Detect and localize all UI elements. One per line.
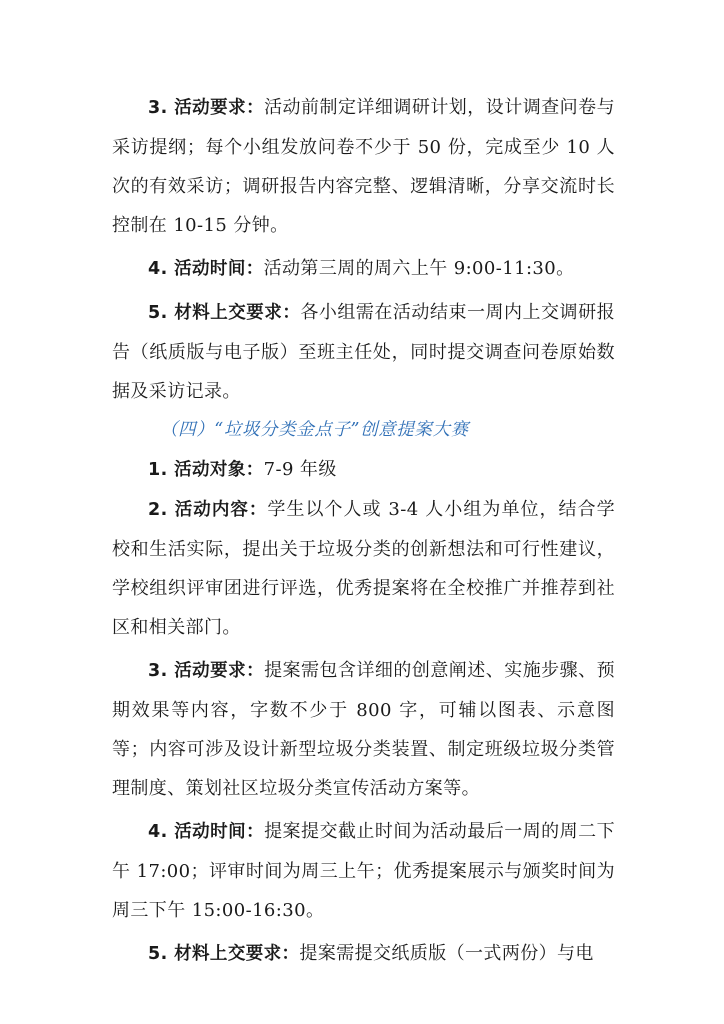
item-text: 提案需提交纸质版（一式两份）与电: [299, 943, 594, 964]
item-text: 提案提交截止时间为活动最后一周的周二下午 17:00；评审时间为周三上午；优秀提案展示与颁奖时间为周三下午 15:00-16:30。: [112, 821, 615, 921]
paragraph-materials-3: [112, 293, 615, 411]
item-label: 5. 材料上交要求：: [148, 944, 300, 964]
item-label: 5. 材料上交要求：: [148, 303, 301, 323]
item-label: 2. 活动内容：: [148, 500, 268, 520]
paragraph-time-4: [112, 812, 615, 930]
document-page: [112, 88, 615, 974]
item-label: 3. 活动要求：: [148, 98, 265, 118]
item-text: 活动第三周的周六上午 9:00-11:30。: [263, 258, 575, 279]
paragraph-materials-4: [112, 934, 615, 974]
paragraph-requirements-4: [112, 651, 615, 808]
item-text: 7-9 年级: [263, 459, 337, 480]
item-label: 4. 活动时间：: [148, 822, 265, 842]
item-label: 4. 活动时间：: [148, 259, 264, 279]
section-heading-4: （四）“垃圾分类金点子”创意提案大赛: [160, 420, 469, 440]
item-label: 3. 活动要求：: [148, 661, 265, 681]
paragraph-target-4: [112, 450, 615, 490]
paragraph-time-3: [112, 249, 615, 289]
item-text: 活动前制定详细调研计划，设计调查问卷与采访提纲；每个小组发放问卷不少于 50 份，完成至少 10 人次的有效采访；调研报告内容完整、逻辑清晰，分享交流时长控制在 10-15 分钟。: [112, 97, 615, 236]
item-text: 各小组需在活动结束一周内上交调研报告（纸质版与电子版）至班主任处，同时提交调查问卷原始数据及采访记录。: [112, 302, 615, 402]
item-text: 提案需包含详细的创意阐述、实施步骤、预期效果等内容，字数不少于 800 字，可辅以图表、示意图等；内容可涉及设计新型垃圾分类装置、制定班级垃圾分类管理制度、策划社区垃圾分类宣传活动方案等。: [112, 660, 615, 799]
paragraph-content-4: [112, 490, 615, 647]
item-label: 1. 活动对象：: [148, 460, 264, 480]
item-text: 学生以个人或 3-4 人小组为单位，结合学校和生活实际，提出关于垃圾分类的创新想法和可行性建议，学校组织评审团进行评选，优秀提案将在全校推广并推荐到社区和相关部门。: [112, 499, 616, 638]
paragraph-requirements-3: [112, 88, 615, 245]
